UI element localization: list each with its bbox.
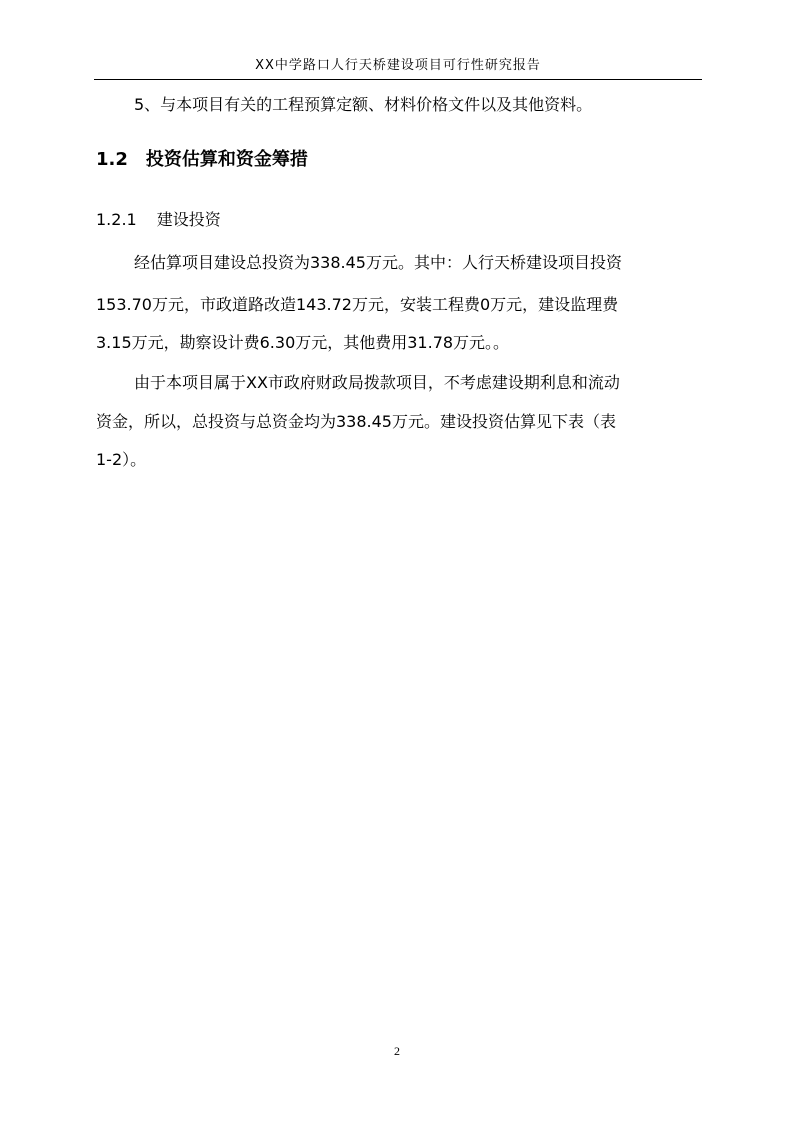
header-divider — [94, 79, 702, 80]
section-number: 1.2 — [96, 149, 128, 170]
section-title: 投资估算和资金筹措 — [145, 149, 308, 170]
paragraph-1-line-3: 3.15万元，勘察设计费6.30万元，其他费用31.78万元。。 — [96, 333, 510, 352]
subsection-number: 1.2.1 — [96, 210, 137, 229]
paragraph-2-line-2: 资金，所以，总投资与总资金均为338.45万元。建设投资估算见下表（表 — [96, 412, 616, 431]
section-heading — [96, 143, 700, 177]
list-item-5: 5、与本项目有关的工程预算定额、材料价格文件以及其他资料。 — [134, 95, 593, 114]
page-header: XX中学路口人行天桥建设项目可行性研究报告 — [255, 58, 541, 73]
paragraph-2-line-1: 由于本项目属于XX市政府财政局拨款项目，不考虑建设期利息和流动 — [134, 373, 620, 392]
paragraph-2-line-3: 1-2）。 — [96, 450, 147, 469]
paragraph-1-line-1: 经估算项目建设总投资为338.45万元。其中：人行天桥建设项目投资 — [134, 253, 622, 272]
subsection-heading — [96, 203, 700, 237]
subsection-title: 建设投资 — [156, 210, 221, 229]
page-number: 2 — [394, 1044, 400, 1058]
paragraph-1-line-2: 153.70万元，市政道路改造143.72万元，安装工程费0万元，建设监理费 — [96, 295, 619, 314]
